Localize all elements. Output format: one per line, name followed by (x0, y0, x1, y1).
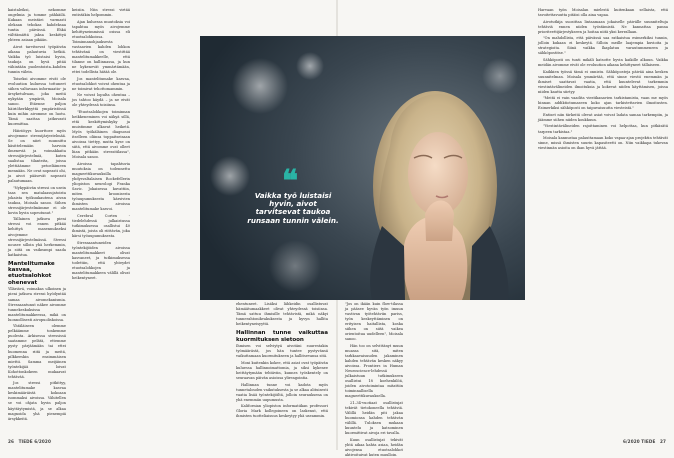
pull-quote: Vaikka työ luistaisi hyvin, aivot tarvitsevat taukoa runsaan tunnin välein. (247, 191, 339, 225)
subheading: Mantelitumake kasvaa, etuotsalohkot ohenevat (8, 260, 55, 286)
paragraph: Hän too on selvittänyt muun muassa sitä, miten tarkkaavaisuuden jakaminen kahden tehtävän kesken näkyy aivoissa. Frontiers in Human Neuroscience-lehdessä julkaistuun tutkimukseen osallistui 18 koehenkilöä, joiden aivotoimintaa mitattiin toiminnallisella magneettikuvauksella. (345, 343, 403, 399)
paragraph: kaistaleiksi, nekomme ongelmia ja tomme pähkäilä. Kukaan meistäei varmasti olekaan tehokas kahdeksaa tuntia päivässä. Ehkä välttämättä jaksa keskittyä yhteen asiaan pikään. (8, 8, 66, 43)
paragraph: Aivotutkija suosittaa lintaamaan jokaiselle päivälle suunniteltuja tehtäviä ennen niiden työstämistä. Ne kannattaa panna prioriteettijärjestykseen ja hoitaa niitä yksi kerrallaan. (538, 19, 668, 34)
paragraph: Cerebral Cortex -tiedelehdessä julkaistussa tutkimuksessa osallistui 40 ihmistä, joista oli riittävän, joka kärsi työuupumuksesta. (72, 213, 130, 239)
right-magazine-name: 6/2020 TIEDE (623, 439, 656, 444)
paragraph: Moni kuitenkin kokee, että asiat ovat työpäivän kuluessa hallinnoimattomia, ja siksi kykenee heittäytymään tehtäviin, kunnes työskentely on seuraavan päivän asioissa ylireagointia. (236, 360, 328, 381)
paragraph: "On mahdollista, että päivässä saa ratkaistua esimerkiksi tunnin, jolloin kukaan ei keskeytä. Silloin meille laajempia kuvioita ja strategioita. Siinä vaikka Ikaplatuu varautummeneen ja sähköpostitse." (538, 36, 668, 56)
paragraph: Ajan kuluessa muutoksia voi tapahtua myös aivojemme kehittyneimmissä osissa eli etuotsalohkoissa. Toiminnanohjauksesta vastaavien kahden lohkon tehtävänä on viestittää mantelitumakkeelle, että tilanne on hallinnassa, ja kun ne kykenevät ymmärtämään, ettei todellista hätää ole. (72, 19, 130, 75)
left-magazine-name: TIEDE 6/2020 (18, 439, 51, 444)
paragraph: "Jos on ikään kuin flow-tilassa ja pääsee hyvän työn imuun vastivan työtehtäviin pariss, työn keskeyttäminen on erityisen haitallista, koska siihen on siitä vaikea orientoitua uudelleen", Moisala sanoo. (345, 302, 403, 342)
paragraph: Jos stressi pitkittyy, mantelitumake kasvaa keskimääräistä kokoaan isommaksi aivoissa. Vähitellen se voi ohjata hyvin paljon käyttäytymistä, ja se alkaa magnoida yhä pienempiä ärsykkeitä. (8, 381, 66, 421)
quote-mark-icon: ❝ (282, 164, 299, 199)
paragraph: "Viestintävälineiden rajoittaminen voi helpottaa, kun pitkäsätä tarpeen tarkistaa." (538, 124, 668, 134)
paragraph: "Nykypäivän stressi on usein taas sen matalaasujatoista jokaista työkuukautena aivan taukoa, Moisala sanoo. Siihen stressijärjestelmämme ei ole kovin hyvin sopeutunut." (8, 185, 66, 215)
paragraph: Ylläriävä, voimakas ulkoinen ja pieni jatkuva stressi hyödyntää samaa aivomekanismia. Stressaantunut näkee aivomme tunnekeskuksissa mantelitumakkeessa, mikä on luonnollisesti aivopuoliskoissa. (8, 287, 66, 322)
paragraph: Ihmisen voi selviytyä aivotäni suurestakin työmäärästä, jos hän tuntee pystyvänsä vaikuttamaan kuormitukseen ja hallitsevansa sitä. (236, 344, 328, 359)
paragraph: Yhtäläiseen olemme pelkäämme tonkemme puolesta. Arkisessa stressissä saatamme pelätä, ettemme pysty pärjäämään tai ettei huomenna riitä ja meitä, pilkkeeskin ensimmäisen miettii. Samma meijäinen työntekijää loivat Kohottonkokeen mukaavat tehtävää. (8, 324, 66, 379)
paragraph: 21–34-vuotiaat osallistujat tekivät tietokoneella tehtäviä. Välillä heidän piti jakaa huomionsa kahden tehtävän välillä. Tuloksen mukaan kuuntelu ja katsominen kuormittivat aivoja eri tavalla. (345, 400, 403, 436)
paragraph: Aivot tarvitsevat työpäivän aikana palautuvia hetkiä. Vaikka työ luistaisi hyvin, taukoja on hyvä pitää vähintään puolentoista–kahden tunnin välein. (8, 44, 66, 75)
paragraph: "Meitä ei vain vaadita viestikanavien tarkistamista, vaan me myös hinnan addiktiotumaseen koko ajan tarkistettavien ilmoitusten. Esimerkiksi sähköposti on taipuvaisuutta viesteistä." (538, 96, 668, 111)
text-column-4 (345, 302, 403, 457)
paragraph: Jos mantelitumake kasvaa, etuotsalohkot voivat ohentua ja ne toimivat tehottomammin. (72, 76, 130, 91)
paragraph: Harvaan työn Moisalan mielestä kuitenkaan sellaista, että tavoitettavuutta pitäisi olla aina vapaa. (538, 8, 668, 18)
paragraph: Toiseksi aivomme eivät ole evoluution kuluessa tottuneet siihen valtavaan informaatio- ja ärsyketulvaan, joka meitä nykyään ympäröi, Moisala sanoo. Etäenne paljon häiriöherkkyyttä ympäristössä kuin mihin aivomme on luotu. Tämä saattaa jatkuvasti kuormittaa. (8, 76, 66, 127)
subheading: Hallinnan tunne vaikuttaa kuormituksen sietoon (236, 330, 328, 343)
paragraph: Kalifornian yliopiston informatiikan professori Gloria Mark kollegoineen on laskenut, että ihmisten tuotteliaisuus keskeytyy yhä useammin. (236, 404, 328, 419)
text-column-2 (72, 8, 130, 432)
paragraph: Hallinnan tunne voi kadota myös tunnetalouden vaikutuksesta ja se alkaa alituisesti vaatia lisää työntekijöiltä, jolloin seurauksena on yhä enemmän uupumusta. (236, 382, 328, 402)
left-footer (8, 439, 51, 444)
text-column-3 (236, 302, 328, 432)
paragraph: Kuun osallistujat tekivät yhtä aikaa kahta asiaa, heidän aivojensa etuotsalohkot aktivoituivat kuten muulloin. (345, 437, 403, 457)
left-page-number: 26 (8, 439, 15, 444)
paragraph: Ne voivat lopulta ohentua – jos tahtoo käydä – ja ne eivät ole yhteydessä toisiinsa. (72, 93, 130, 108)
paragraph: Kaikkien työssä tämä ei onnistu. Sähköposteja päivää aina kesken suunnitelman. Moisala ymmärtää, että sinne viestii enemmän ja ihmiset saattavat vaatia, että kuuntelevat tarkemmin viestintävälineiden ilmoituksia ja kokevat niiden käyttämisen, joissa niiden kautta siirtyy. (538, 69, 668, 94)
paragraph: Entiset niin tärkeitä olevat asiat voivat ladata samaa tarkempiin, ja jäämme siihen niiden koukkuun. (538, 112, 668, 122)
text-column-1 (8, 8, 66, 432)
right-footer (623, 439, 666, 444)
right-page-number: 27 (659, 439, 666, 444)
paragraph: Häiriöiyys kuorttoee myös aivojemme stressijärjestelmää. Se on niiet suunnittu käsittelemään harvoin ilmeneviä ja voimakkaita stressijärjestelmiä, kuten saalistaa tilanteita, joissa ylettiäämme petoeläimeen mennään. Ne ovat nopeasti ohi, ja aivot pääsevät nopeasti palautumaan. (8, 128, 66, 184)
paragraph: keisiin. Niin stressi virtää entistäkin helpommin. (72, 8, 130, 18)
paragraph: Stressaantuneiden työntekijöiden aivoissa mantelitumakkeet olivat kasvaneet, ja tutkimuksessa todettiin, että yhteydet etuotsalohkojen ja mantelitumakkeen välillä olivat heikentyneet. (72, 240, 130, 280)
portrait-photo (200, 36, 525, 300)
paragraph: Sähköposti on tunti mikäli katsotte hyvin kaikille alkuun. Vaikka meidän aivomme eivät ole evoluution aikana kehittyneet tällaiseen. (538, 57, 668, 67)
paragraph: Aivoissa tapahtuvia muutoksia on todennettu magneettikuvauksilla yhdysvaltalaisen Rockefellerin yliopiston neurologi Franka Savic. Jokaisessa kuvattiin, miten kroonisesta työuupumuksesta kärsivien ihmisten aivoissa mantelitumake kasvoi. (72, 161, 130, 212)
paragraph: ehentuneet. Lisäksi lähkeidin osallistuvat hämäätumaakkeet olivat yhteydessä toisiinsa. Tämä sattuu ihmisille tehtävistä, mikä näkyi tunnerahtonikvakuksesta ja kyvyn hallita heikentyneisyyttä. (236, 302, 328, 327)
paragraph: Moisala kannustaa palauttamaan koko vapaa-ajan projektin tehtävät sinne, missä ihmisten suurin kapasiteetti on. Niin vaikkapa tukevan viestinnän asioita on ihan hyvä jättää. (538, 136, 668, 151)
paragraph: Tällainen jatkuva pieni stressi voi ennen pitkää kehittyä masennukseksi aivojemme stressijärjestelmässä. Stressi nousee silloin yhä herkemmin, ja siitä on vaikeampi saada katkaistua. (8, 217, 66, 257)
portrait-photo-graphic (200, 36, 525, 300)
paragraph: "Etuotsalohkojen toiminnan heikkeneminen voi näkyä sillä, että keskittymiskyky ja muistimme alkavat heiketä. Myös työkäläinen diagnosoi itselleen oliinsa toppaitseisaan aivoissa tiettyy, mutta kyse on siitä, että aivomme ovat olleet liian pitkään stressitilassa", Moisala sanoo. (72, 109, 130, 160)
text-column-6 (538, 8, 668, 432)
